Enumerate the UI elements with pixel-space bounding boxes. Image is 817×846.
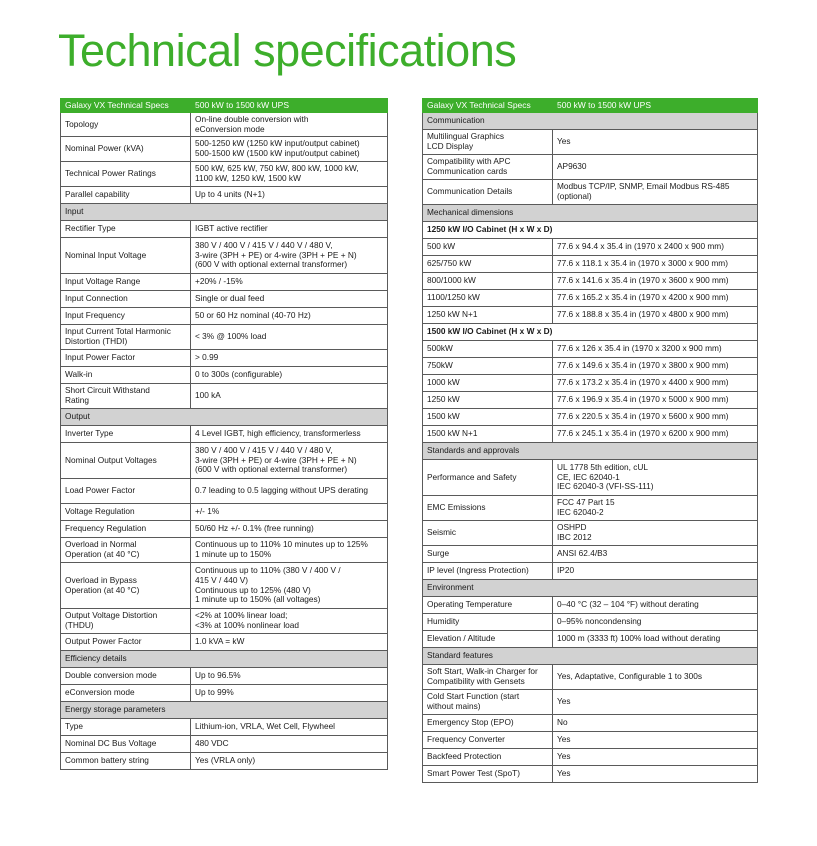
section-label: Standards and approvals bbox=[423, 443, 758, 460]
spec-label: 1500 kW N+1 bbox=[423, 426, 553, 443]
spec-label: Nominal DC Bus Voltage bbox=[61, 736, 191, 753]
specs-table-left bbox=[60, 98, 388, 770]
spec-value: Up to 4 units (N+1) bbox=[191, 187, 388, 204]
spec-label: Nominal Input Voltage bbox=[61, 238, 191, 274]
spec-label: 800/1000 kW bbox=[423, 273, 553, 290]
table-header-row bbox=[423, 99, 758, 113]
spec-value: 500-1250 kW (1250 kW input/output cabinet) 500-1500 kW (1500 kW input/output cabinet) bbox=[191, 137, 388, 162]
spec-label: Backfeed Protection bbox=[423, 749, 553, 766]
spec-label: Galaxy VX Technical Specs bbox=[61, 99, 191, 113]
table-row bbox=[423, 341, 758, 358]
section-heading-row bbox=[423, 113, 758, 130]
section-heading-row bbox=[423, 443, 758, 460]
spec-value: 1.0 kVA = kW bbox=[191, 634, 388, 651]
spec-label: 1100/1250 kW bbox=[423, 290, 553, 307]
spec-value: <2% at 100% linear load; <3% at 100% nonlinear load bbox=[191, 609, 388, 634]
table-row bbox=[423, 180, 758, 205]
spec-label: Multilingual Graphics LCD Display bbox=[423, 130, 553, 155]
section-heading-row bbox=[423, 648, 758, 665]
table-row bbox=[423, 409, 758, 426]
spec-value: 380 V / 400 V / 415 V / 440 V / 480 V, 3-wire (3PH + PE) or 4-wire (3PH + PE + N) (600 V with optional external transformer) bbox=[191, 443, 388, 479]
spec-label: Humidity bbox=[423, 614, 553, 631]
spec-value: 4 Level IGBT, high efficiency, transformerless bbox=[191, 426, 388, 443]
table-row bbox=[423, 766, 758, 783]
spec-value: +/- 1% bbox=[191, 504, 388, 521]
section-heading-row bbox=[61, 651, 388, 668]
spec-value: > 0.99 bbox=[191, 350, 388, 367]
spec-label: Technical Power Ratings bbox=[61, 162, 191, 187]
spec-value: 500 kW to 1500 kW UPS bbox=[191, 99, 388, 113]
spec-label: eConversion mode bbox=[61, 685, 191, 702]
spec-value: 100 kA bbox=[191, 384, 388, 409]
table-row bbox=[423, 155, 758, 180]
spec-label: Cold Start Function (start without mains) bbox=[423, 690, 553, 715]
section-label: Input bbox=[61, 204, 388, 221]
spec-value: Modbus TCP/IP, SNMP, Email Modbus RS-485 (optional) bbox=[553, 180, 758, 205]
spec-label: Output Voltage Distortion (THDU) bbox=[61, 609, 191, 634]
spec-label: Inverter Type bbox=[61, 426, 191, 443]
table-row bbox=[423, 130, 758, 155]
table-row bbox=[423, 256, 758, 273]
spec-label: Type bbox=[61, 719, 191, 736]
spec-label: Nominal Output Voltages bbox=[61, 443, 191, 479]
spec-value: 77.6 x 149.6 x 35.4 in (1970 x 3800 x 900 mm) bbox=[553, 358, 758, 375]
section-heading-row bbox=[423, 205, 758, 222]
spec-label: Input Power Factor bbox=[61, 350, 191, 367]
spec-value: 380 V / 400 V / 415 V / 440 V / 480 V, 3-wire (3PH + PE) or 4-wire (3PH + PE + N) (600 V with optional external transformer) bbox=[191, 238, 388, 274]
spec-value: Yes, Adaptative, Configurable 1 to 300s bbox=[553, 665, 758, 690]
spec-label: 1500 kW bbox=[423, 409, 553, 426]
spec-value: IP20 bbox=[553, 563, 758, 580]
spec-label: Parallel capability bbox=[61, 187, 191, 204]
table-row bbox=[61, 753, 388, 770]
table-row bbox=[423, 597, 758, 614]
table-row bbox=[423, 375, 758, 392]
table-row bbox=[423, 614, 758, 631]
spec-value: 0–95% noncondensing bbox=[553, 614, 758, 631]
spec-label: Short Circuit Withstand Rating bbox=[61, 384, 191, 409]
spec-label: Double conversion mode bbox=[61, 668, 191, 685]
spec-value: Yes (VRLA only) bbox=[191, 753, 388, 770]
spec-value: Continuous up to 110% 10 minutes up to 125% 1 minute up to 150% bbox=[191, 538, 388, 563]
spec-label: Overload in Bypass Operation (at 40 °C) bbox=[61, 563, 191, 609]
spec-label: Voltage Regulation bbox=[61, 504, 191, 521]
spec-label: Smart Power Test (SpoT) bbox=[423, 766, 553, 783]
spec-label: Load Power Factor bbox=[61, 479, 191, 504]
section-label: Communication bbox=[423, 113, 758, 130]
specs-table-right bbox=[422, 98, 758, 783]
spec-value: 50/60 Hz +/- 0.1% (free running) bbox=[191, 521, 388, 538]
spec-value: Yes bbox=[553, 766, 758, 783]
table-row bbox=[61, 479, 388, 504]
spec-value: OSHPD IBC 2012 bbox=[553, 521, 758, 546]
spec-value: 77.6 x 165.2 x 35.4 in (1970 x 4200 x 900 mm) bbox=[553, 290, 758, 307]
section-label: 1250 kW I/O Cabinet (H x W x D) bbox=[423, 222, 758, 239]
page-title: Technical specifications bbox=[58, 25, 517, 76]
spec-label: 500 kW bbox=[423, 239, 553, 256]
table-row bbox=[61, 609, 388, 634]
table-row bbox=[423, 749, 758, 766]
spec-value: 77.6 x 118.1 x 35.4 in (1970 x 3000 x 900 mm) bbox=[553, 256, 758, 273]
spec-value: 77.6 x 126 x 35.4 in (1970 x 3200 x 900 mm) bbox=[553, 341, 758, 358]
spec-label: Seismic bbox=[423, 521, 553, 546]
table-row bbox=[423, 273, 758, 290]
table-row bbox=[61, 137, 388, 162]
spec-value: FCC 47 Part 15 IEC 62040-2 bbox=[553, 496, 758, 521]
spec-label: Nominal Power (kVA) bbox=[61, 137, 191, 162]
table-row bbox=[61, 504, 388, 521]
spec-label: 1250 kW N+1 bbox=[423, 307, 553, 324]
spec-value: 77.6 x 245.1 x 35.4 in (1970 x 6200 x 900 mm) bbox=[553, 426, 758, 443]
spec-label: 1000 kW bbox=[423, 375, 553, 392]
table-row bbox=[61, 443, 388, 479]
table-row bbox=[423, 546, 758, 563]
spec-label: 1250 kW bbox=[423, 392, 553, 409]
spec-label: Emergency Stop (EPO) bbox=[423, 715, 553, 732]
spec-value: Yes bbox=[553, 130, 758, 155]
section-label: Environment bbox=[423, 580, 758, 597]
table-row bbox=[423, 496, 758, 521]
table-row bbox=[61, 634, 388, 651]
spec-label: Communication Details bbox=[423, 180, 553, 205]
spec-label: Elevation / Altitude bbox=[423, 631, 553, 648]
table-header-row bbox=[61, 99, 388, 113]
spec-value: Yes bbox=[553, 732, 758, 749]
spec-label: Common battery string bbox=[61, 753, 191, 770]
table-row bbox=[423, 690, 758, 715]
table-row bbox=[61, 719, 388, 736]
table-row bbox=[61, 308, 388, 325]
spec-label: Input Voltage Range bbox=[61, 274, 191, 291]
spec-label: Frequency Converter bbox=[423, 732, 553, 749]
table-row bbox=[423, 715, 758, 732]
spec-label: EMC Emissions bbox=[423, 496, 553, 521]
spec-value: AP9630 bbox=[553, 155, 758, 180]
table-row bbox=[61, 384, 388, 409]
section-label: Mechanical dimensions bbox=[423, 205, 758, 222]
table-row bbox=[61, 685, 388, 702]
table-row bbox=[423, 460, 758, 496]
spec-label: IP level (Ingress Protection) bbox=[423, 563, 553, 580]
section-heading-row bbox=[61, 702, 388, 719]
section-label: Output bbox=[61, 409, 388, 426]
table-row bbox=[61, 350, 388, 367]
spec-value: Continuous up to 110% (380 V / 400 V / 415 V / 440 V) Continuous up to 125% (480 V) 1 minute up to 150% (all voltages) bbox=[191, 563, 388, 609]
subsection-heading-row bbox=[423, 222, 758, 239]
spec-label: Surge bbox=[423, 546, 553, 563]
table-row bbox=[61, 162, 388, 187]
spec-value: Single or dual feed bbox=[191, 291, 388, 308]
spec-value: ANSI 62.4/B3 bbox=[553, 546, 758, 563]
spec-label: Input Current Total Harmonic Distortion (THDI) bbox=[61, 325, 191, 350]
spec-label: Frequency Regulation bbox=[61, 521, 191, 538]
spec-value: 0–40 °C (32 – 104 °F) without derating bbox=[553, 597, 758, 614]
spec-label: Operating Temperature bbox=[423, 597, 553, 614]
spec-value: 77.6 x 220.5 x 35.4 in (1970 x 5600 x 900 mm) bbox=[553, 409, 758, 426]
spec-value: Yes bbox=[553, 690, 758, 715]
spec-label: Soft Start, Walk-in Charger for Compatibility with Gensets bbox=[423, 665, 553, 690]
table-row bbox=[61, 274, 388, 291]
spec-value: IGBT active rectifier bbox=[191, 221, 388, 238]
section-label: 1500 kW I/O Cabinet (H x W x D) bbox=[423, 324, 758, 341]
spec-value: 77.6 x 188.8 x 35.4 in (1970 x 4800 x 900 mm) bbox=[553, 307, 758, 324]
table-row bbox=[61, 538, 388, 563]
table-row bbox=[61, 291, 388, 308]
section-label: Efficiency details bbox=[61, 651, 388, 668]
table-row bbox=[423, 732, 758, 749]
spec-label: Input Frequency bbox=[61, 308, 191, 325]
spec-value: 77.6 x 173.2 x 35.4 in (1970 x 4400 x 900 mm) bbox=[553, 375, 758, 392]
table-row bbox=[423, 426, 758, 443]
table-row bbox=[61, 238, 388, 274]
spec-value: < 3% @ 100% load bbox=[191, 325, 388, 350]
table-row bbox=[423, 307, 758, 324]
spec-label: Performance and Safety bbox=[423, 460, 553, 496]
spec-value: Yes bbox=[553, 749, 758, 766]
table-row bbox=[61, 563, 388, 609]
spec-label: Input Connection bbox=[61, 291, 191, 308]
table-row bbox=[423, 358, 758, 375]
spec-label: Galaxy VX Technical Specs bbox=[423, 99, 553, 113]
section-heading-row bbox=[61, 204, 388, 221]
section-heading-row bbox=[423, 580, 758, 597]
spec-value: 50 or 60 Hz nominal (40-70 Hz) bbox=[191, 308, 388, 325]
spec-label: 500kW bbox=[423, 341, 553, 358]
spec-value: 77.6 x 196.9 x 35.4 in (1970 x 5000 x 900 mm) bbox=[553, 392, 758, 409]
table-row bbox=[61, 113, 388, 137]
table-row bbox=[423, 392, 758, 409]
spec-value: 0.7 leading to 0.5 lagging without UPS derating bbox=[191, 479, 388, 504]
spec-value: 500 kW to 1500 kW UPS bbox=[553, 99, 758, 113]
spec-value: 500 kW, 625 kW, 750 kW, 800 kW, 1000 kW, 1100 kW, 1250 kW, 1500 kW bbox=[191, 162, 388, 187]
spec-value: On-line double conversion with eConversion mode bbox=[191, 113, 388, 137]
table-row bbox=[61, 521, 388, 538]
table-row bbox=[423, 563, 758, 580]
table-row bbox=[423, 521, 758, 546]
spec-value: Lithium-ion, VRLA, Wet Cell, Flywheel bbox=[191, 719, 388, 736]
table-row bbox=[61, 221, 388, 238]
table-row bbox=[61, 187, 388, 204]
section-label: Energy storage parameters bbox=[61, 702, 388, 719]
section-heading-row bbox=[61, 409, 388, 426]
table-row bbox=[61, 367, 388, 384]
table-row bbox=[423, 290, 758, 307]
spec-value: No bbox=[553, 715, 758, 732]
spec-value: +20% / -15% bbox=[191, 274, 388, 291]
table-row bbox=[423, 631, 758, 648]
spec-value: 480 VDC bbox=[191, 736, 388, 753]
spec-label: Overload in Normal Operation (at 40 °C) bbox=[61, 538, 191, 563]
table-row bbox=[61, 668, 388, 685]
spec-label: Compatibility with APC Communication cards bbox=[423, 155, 553, 180]
spec-value: 77.6 x 94.4 x 35.4 in (1970 x 2400 x 900 mm) bbox=[553, 239, 758, 256]
section-label: Standard features bbox=[423, 648, 758, 665]
spec-label: Walk-in bbox=[61, 367, 191, 384]
table-row bbox=[61, 426, 388, 443]
spec-label: Topology bbox=[61, 113, 191, 137]
spec-value: UL 1778 5th edition, cUL CE, IEC 62040-1 IEC 62040-3 (VFI-SS-111) bbox=[553, 460, 758, 496]
spec-value: 77.6 x 141.6 x 35.4 in (1970 x 3600 x 900 mm) bbox=[553, 273, 758, 290]
table-row bbox=[61, 325, 388, 350]
spec-value: Up to 99% bbox=[191, 685, 388, 702]
subsection-heading-row bbox=[423, 324, 758, 341]
spec-label: Output Power Factor bbox=[61, 634, 191, 651]
spec-label: 750kW bbox=[423, 358, 553, 375]
spec-value: 1000 m (3333 ft) 100% load without derating bbox=[553, 631, 758, 648]
spec-value: 0 to 300s (configurable) bbox=[191, 367, 388, 384]
table-row bbox=[423, 239, 758, 256]
table-row bbox=[423, 665, 758, 690]
spec-label: 625/750 kW bbox=[423, 256, 553, 273]
spec-value: Up to 96.5% bbox=[191, 668, 388, 685]
spec-label: Rectifier Type bbox=[61, 221, 191, 238]
table-row bbox=[61, 736, 388, 753]
